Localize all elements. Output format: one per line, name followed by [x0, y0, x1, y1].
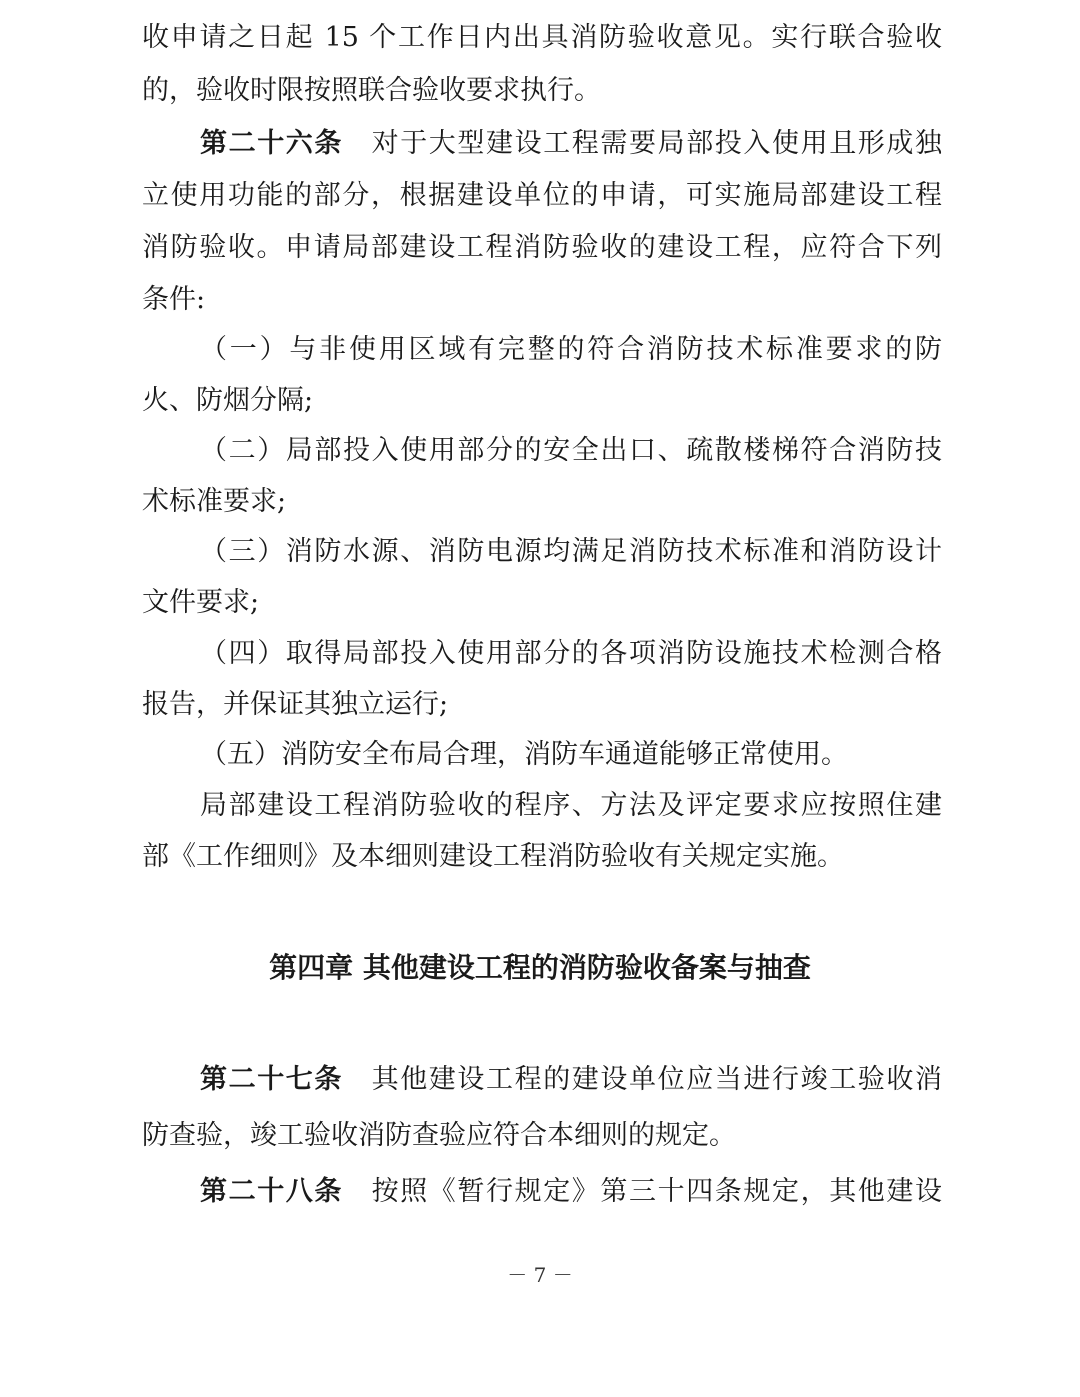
body-text-line: 的，验收时限按照联合验收要求执行。 [142, 75, 601, 106]
list-item-2-line: 术标准要求; [142, 486, 287, 517]
list-item-1-line: （一）与非使用区域有完整的符合消防技术标准要求的防 [200, 334, 942, 365]
body-text-line: 部《工作细则》及本细则建设工程消防验收有关规定实施。 [142, 841, 844, 872]
article-28-text: 按照《暂行规定》第三十四条规定，其他建设 [370, 1176, 942, 1207]
list-item-3-line: （三）消防水源、消防电源均满足消防技术标准和消防设计 [200, 536, 942, 567]
article-28-heading-line [200, 1174, 942, 1210]
article-26-heading-line [200, 126, 942, 162]
article-27-text: 其他建设工程的建设单位应当进行竣工验收消 [370, 1064, 942, 1095]
list-item-3-line: 文件要求; [142, 587, 260, 618]
article-28-label: 第二十八条 [200, 1176, 343, 1207]
body-text-line: 条件: [142, 284, 206, 315]
article-26-label: 第二十六条 [200, 128, 343, 159]
article-26-text: 对于大型建设工程需要局部投入使用且形成独 [370, 128, 942, 159]
list-item-5-line: （五）消防安全布局合理，消防车通道能够正常使用。 [200, 739, 848, 770]
body-text-line: 局部建设工程消防验收的程序、方法及评定要求应按照住建 [200, 790, 942, 821]
body-text-line: 消防验收。申请局部建设工程消防验收的建设工程，应符合下列 [142, 232, 942, 263]
page-number: － 7 － [507, 1263, 573, 1287]
article-27-label: 第二十七条 [200, 1064, 343, 1095]
list-item-4-line: （四）取得局部投入使用部分的各项消防设施技术检测合格 [200, 638, 942, 669]
list-item-2-line: （二）局部投入使用部分的安全出口、疏散楼梯符合消防技 [200, 435, 942, 466]
list-item-1-line: 火、防烟分隔; [142, 385, 314, 416]
body-text-line: 立使用功能的部分，根据建设单位的申请，可实施局部建设工程 [142, 180, 942, 211]
body-text-line: 防查验，竣工验收消防查验应符合本细则的规定。 [142, 1120, 736, 1151]
article-27-heading-line [200, 1062, 942, 1098]
body-text-line: 收申请之日起 15 个工作日内出具消防验收意见。实行联合验收 [142, 22, 942, 53]
chapter-title: 第四章 其他建设工程的消防验收备案与抽查 [269, 951, 811, 984]
list-item-4-line: 报告，并保证其独立运行; [142, 689, 449, 720]
